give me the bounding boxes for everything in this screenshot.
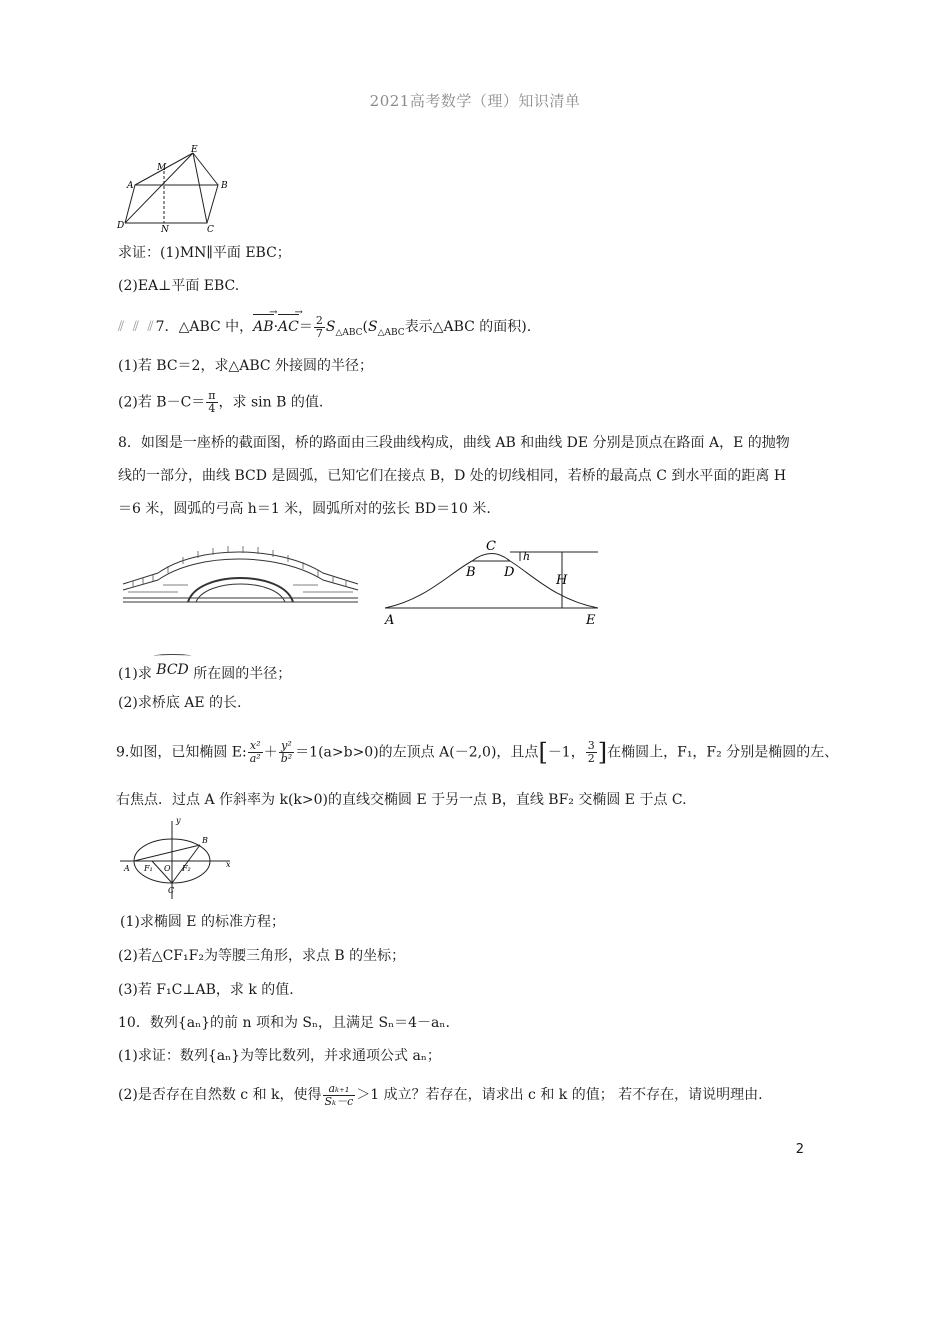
q9-part1: (1)求椭圆 E 的标准方程； bbox=[120, 914, 285, 930]
label-x: x bbox=[226, 860, 231, 869]
q7-fraction-den: 7 bbox=[315, 326, 323, 340]
arc-label: BCD bbox=[156, 662, 189, 678]
q7-part2-a: (2)若 B－C＝ bbox=[118, 394, 206, 411]
point-y-den: 2 bbox=[587, 752, 595, 765]
page-number: 2 bbox=[795, 1142, 804, 1157]
q7-stem bbox=[118, 313, 531, 343]
label-H: H bbox=[556, 573, 568, 588]
b-squared: b² bbox=[280, 752, 293, 765]
pyramid-figure bbox=[115, 145, 230, 233]
page-header: 2021高考数学（理）知识清单 bbox=[369, 92, 581, 110]
arc-mark bbox=[154, 654, 190, 658]
q10-fraction-num: aₖ₊₁ bbox=[323, 1083, 356, 1096]
q10-part2-a: (2)是否存在自然数 c 和 k，使得 bbox=[118, 1087, 322, 1103]
q7-text-c: 表示△ABC 的面积). bbox=[404, 319, 532, 335]
q9-line2: 右焦点．过点 A 作斜率为 k(k>0)的直线交椭圆 E 于另一点 B，直线 BF₂ 交椭圆 E 于点 C. bbox=[116, 792, 687, 808]
label-D: D bbox=[504, 565, 515, 580]
vector-ab: AB → bbox=[253, 313, 273, 337]
label-C: C bbox=[207, 225, 214, 233]
q8-line3: ＝6 米，圆弧的弓高 h＝1 米，圆弧所对的弦长 BD＝10 米. bbox=[118, 501, 491, 517]
right-bracket: ] bbox=[597, 738, 608, 767]
q8-part2: (2)求桥底 AE 的长. bbox=[118, 695, 242, 711]
bridge-illustration bbox=[118, 540, 363, 612]
q8-line2: 线的一部分，曲线 BCD 是圆弧，已知它们在接点 B，D 处的切线相同，若桥的最高点 C 到水平面的距离 H bbox=[118, 468, 787, 484]
q7-fraction-num: 2 bbox=[315, 313, 323, 327]
q7-part2 bbox=[118, 390, 323, 415]
q10-fraction-den: Sₖ－c bbox=[324, 1094, 354, 1108]
q9-l1-c: 在椭圆上，F₁，F₂ 分别是椭圆的左、 bbox=[607, 744, 839, 761]
label-E: E bbox=[586, 613, 596, 628]
point-y bbox=[586, 740, 597, 765]
q9-l1-a: 9.如图，已知椭圆 E: bbox=[116, 744, 247, 761]
pi: π bbox=[208, 389, 216, 402]
q10-fraction bbox=[323, 1083, 356, 1108]
label-B: B bbox=[202, 836, 208, 845]
q10-part2 bbox=[118, 1082, 763, 1108]
label-A: A bbox=[127, 181, 134, 191]
q10-stem: 10．数列{aₙ}的前 n 项和为 Sₙ，且满足 Sₙ＝4－aₙ. bbox=[118, 1015, 450, 1031]
label-D: D bbox=[117, 221, 125, 231]
prev-question-part1: 求证：(1)MN∥平面 EBC； bbox=[118, 245, 291, 261]
q9-l1-b: ＝1(a>b>0)的左顶点 A(－2,0)，且点 bbox=[295, 744, 539, 761]
x-squared: x² bbox=[248, 740, 263, 753]
q8-part1 bbox=[118, 660, 291, 684]
label-O: O bbox=[164, 864, 171, 873]
point-y-num: 3 bbox=[587, 739, 595, 752]
area-symbol: S bbox=[325, 319, 336, 335]
left-bracket: [ bbox=[538, 738, 548, 767]
q7-fraction bbox=[314, 315, 325, 340]
q7-text-b: ( bbox=[362, 319, 368, 335]
label-y: y bbox=[176, 816, 181, 825]
prev-question-part2: (2)EA⊥平面 EBC. bbox=[118, 278, 240, 294]
label-E: E bbox=[191, 145, 198, 155]
label-B: B bbox=[466, 565, 476, 580]
q7-text-a: △ABC 中， bbox=[178, 319, 254, 335]
q10-part2-b: ＞1 成立？若存在，请求出 c 和 k 的值； 若不存在，请说明理由. bbox=[356, 1087, 763, 1103]
area-symbol-2: S bbox=[368, 319, 378, 335]
bridge-cross-section-diagram bbox=[380, 538, 605, 630]
area-subscript-2: △ABC bbox=[377, 327, 405, 338]
q7-part1: (1)若 BC＝2，求△ABC 外接圆的半径； bbox=[118, 358, 374, 374]
q7-number: 7． bbox=[155, 319, 179, 335]
label-F2: F₂ bbox=[182, 864, 191, 873]
label-A: A bbox=[385, 613, 395, 628]
label-N: N bbox=[161, 225, 169, 233]
q9-part2: (2)若△CF₁F₂为等腰三角形，求点 B 的坐标； bbox=[118, 948, 406, 964]
y-squared: y² bbox=[279, 740, 294, 753]
label-B: B bbox=[221, 181, 228, 191]
label-F1: F₁ bbox=[144, 864, 153, 873]
q7-part2-b: ，求 sin B 的值. bbox=[218, 394, 324, 411]
label-h: h bbox=[523, 550, 531, 563]
pi-over-4 bbox=[206, 390, 217, 415]
a-squared: a² bbox=[249, 752, 261, 765]
q8-line1: 8．如图是一座桥的截面图，桥的路面由三段曲线构成，曲线 AB 和曲线 DE 分别是顶点在路面 A，E 的抛物 bbox=[118, 435, 790, 451]
q8-part1-a: (1)求 bbox=[118, 666, 152, 682]
x2-over-a2 bbox=[248, 740, 263, 765]
plus: ＋ bbox=[263, 744, 278, 761]
dot-operator: · bbox=[273, 319, 279, 335]
label-C: C bbox=[168, 886, 175, 895]
ellipse-figure bbox=[118, 815, 236, 903]
label-M: M bbox=[157, 163, 167, 173]
point-x: －1， bbox=[547, 744, 585, 761]
vector-ac: AC → bbox=[278, 313, 299, 337]
q9-part3: (3)若 F₁C⊥AB，求 k 的值. bbox=[118, 982, 294, 998]
y2-over-b2 bbox=[279, 740, 294, 765]
four: 4 bbox=[208, 402, 216, 415]
importance-marks: ⫽ ⫽ ⫽ bbox=[118, 319, 156, 335]
area-subscript: △ABC bbox=[335, 327, 363, 338]
q8-part1-b: 所在圆的半径； bbox=[193, 666, 292, 682]
q10-part1: (1)求证：数列{aₙ}为等比数列，并求通项公式 aₙ； bbox=[118, 1048, 441, 1064]
label-A: A bbox=[124, 864, 130, 873]
equals: ＝ bbox=[298, 319, 313, 335]
label-C: C bbox=[486, 539, 496, 554]
arc-bcd bbox=[156, 656, 188, 680]
q9-line1 bbox=[116, 740, 838, 765]
